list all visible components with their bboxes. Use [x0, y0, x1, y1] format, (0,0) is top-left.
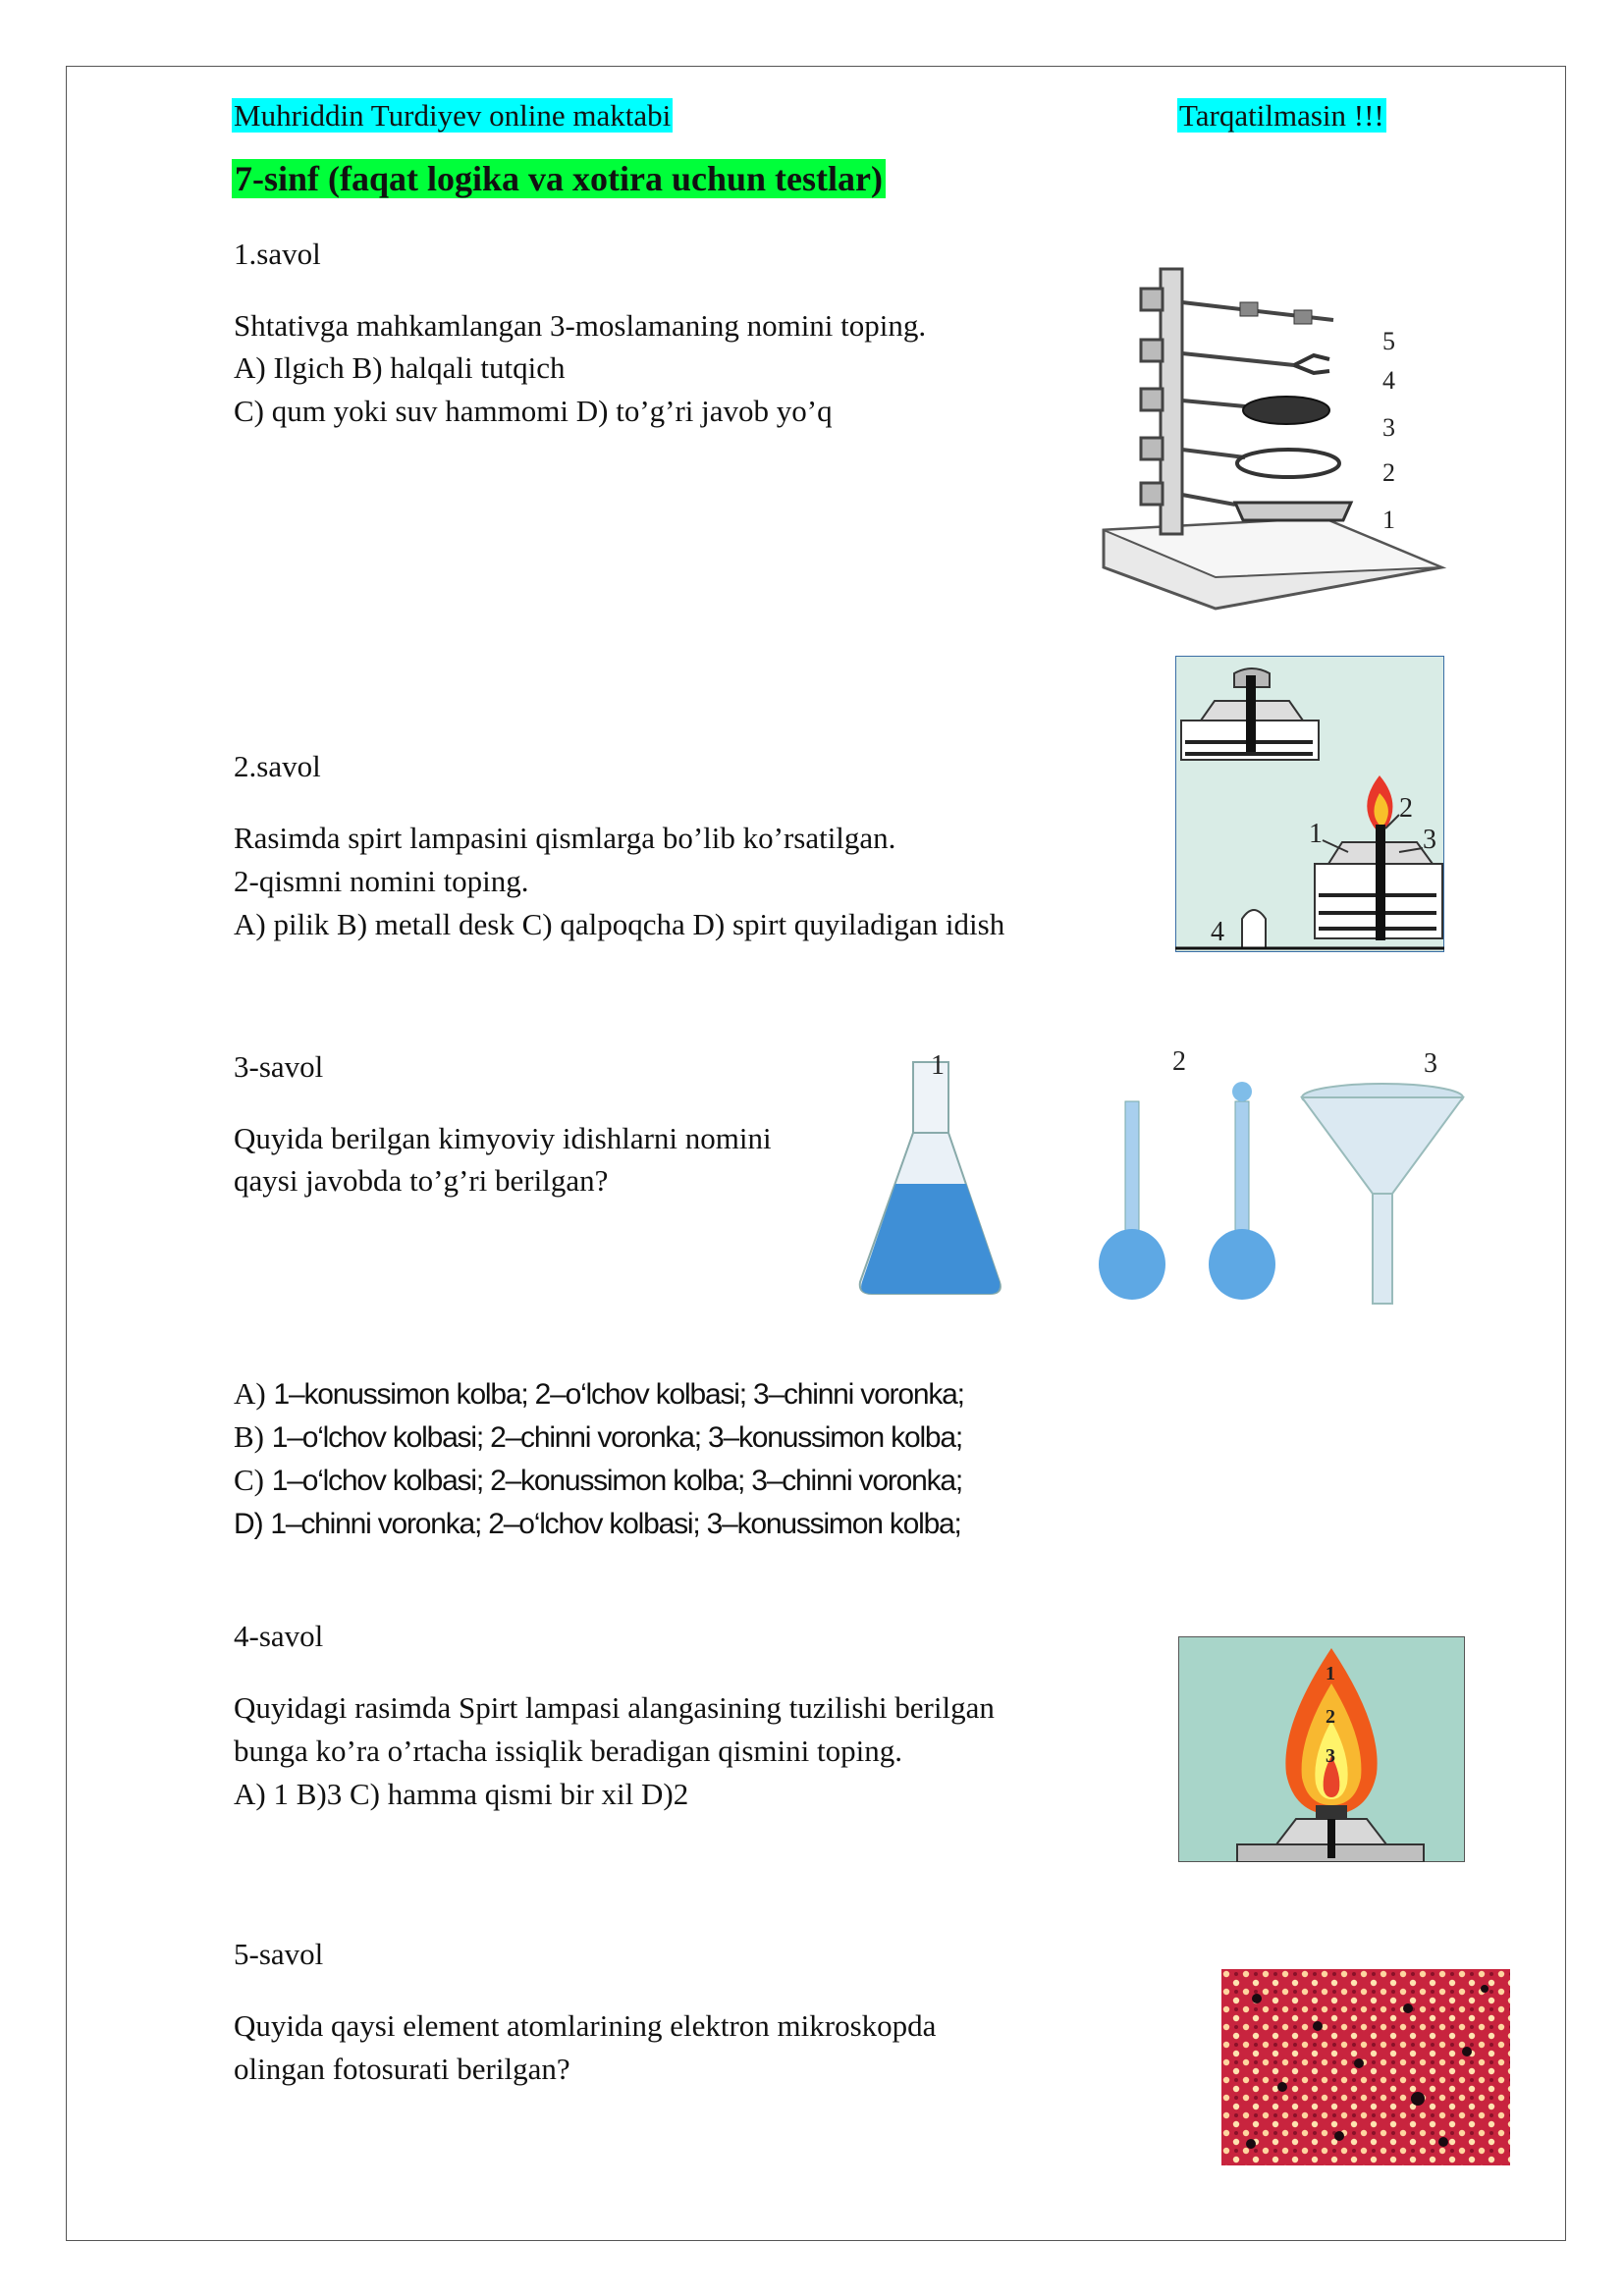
- spirit-lamp-figure: [1175, 656, 1444, 952]
- question-4-number: 4-savol: [234, 1619, 324, 1653]
- flame-label-2: 2: [1326, 1706, 1335, 1728]
- volumetric-flask-icon: [1099, 1082, 1275, 1300]
- page-title: 7-sinf (faqat logika va xotira uchun testlar): [232, 154, 886, 203]
- conical-flask-icon: [860, 1062, 1001, 1294]
- flame-structure-figure: [1178, 1636, 1465, 1862]
- question-2-number: 2.savol: [234, 749, 321, 783]
- question-1-options-cd: C) qum yoki suv hammomi D) to’g’ri javob yo’q: [234, 394, 833, 428]
- question-4-text-line2: bunga ko’ra o’rtacha issiqlik beradigan qismini toping.: [234, 1734, 902, 1768]
- question-2-options: A) pilik B) metall desk C) qalpoqcha D) spirt quyiladigan idish: [234, 907, 1005, 941]
- question-1-options-ab: A) Ilgich B) halqali tutqich: [234, 350, 566, 385]
- warning-label: Tarqatilmasin !!!: [1179, 98, 1384, 133]
- funnel-icon: [1302, 1084, 1463, 1304]
- question-3-option-b: B) 1–o‘lchov kolbasi; 2–chinni voronka; 3–konussimon kolba;: [234, 1419, 963, 1454]
- question-3-text-line2: qaysi javobda to’g’ri berilgan?: [234, 1163, 609, 1198]
- stand-label-5: 5: [1382, 327, 1395, 355]
- stand-label-2: 2: [1382, 458, 1395, 487]
- glassware-label-2: 2: [1172, 1046, 1186, 1077]
- lamp-label-1: 1: [1309, 819, 1323, 849]
- stand-label-1: 1: [1382, 506, 1395, 534]
- question-2-text: Rasimda spirt lampasini qismlarga bo’lib ko’rsatilgan.: [234, 821, 896, 855]
- question-3-number: 3-savol: [234, 1049, 324, 1084]
- atom-micrograph-image: [1221, 1969, 1510, 2165]
- flame-label-1: 1: [1326, 1663, 1335, 1684]
- lamp-label-4: 4: [1211, 917, 1224, 947]
- school-name: Muhriddin Turdiyev online maktabi: [234, 98, 672, 133]
- question-5-number: 5-savol: [234, 1937, 324, 1971]
- question-3-option-a: A) 1–konussimon kolba; 2–o‘lchov kolbasi; 3–chinni voronka;: [234, 1376, 964, 1411]
- question-1-text: Shtativga mahkamlangan 3-moslamaning nomini toping.: [234, 308, 927, 343]
- glassware-label-3: 3: [1424, 1048, 1437, 1079]
- lamp-label-2: 2: [1399, 793, 1413, 824]
- glassware-figure: [852, 1046, 1471, 1311]
- stand-label-4: 4: [1382, 366, 1395, 395]
- question-4-text-line1: Quyidagi rasimda Spirt lampasi alangasining tuzilishi berilgan: [234, 1690, 995, 1725]
- question-4-options: A) 1 B)3 C) hamma qismi bir xil D)2: [234, 1777, 689, 1811]
- question-2-subtext: 2-qismni nomini toping.: [234, 864, 529, 898]
- lab-stand-figure: [1098, 263, 1447, 618]
- question-3-text-line1: Quyida berilgan kimyoviy idishlarni nomini: [234, 1121, 772, 1155]
- lamp-label-3: 3: [1423, 825, 1436, 855]
- question-5-text-line1: Quyida qaysi element atomlarining elektron mikroskopda: [234, 2008, 937, 2043]
- question-3-option-d: D) 1–chinni voronka; 2–o‘lchov kolbasi; 3–konussimon kolba;: [234, 1508, 961, 1540]
- flame-label-3: 3: [1326, 1745, 1335, 1767]
- question-5-text-line2: olingan fotosurati berilgan?: [234, 2052, 570, 2086]
- question-1-number: 1.savol: [234, 237, 321, 271]
- stand-label-3: 3: [1382, 413, 1395, 442]
- glassware-label-1: 1: [931, 1050, 945, 1081]
- question-3-option-c: C) 1–o‘lchov kolbasi; 2–konussimon kolba; 3–chinni voronka;: [234, 1463, 963, 1497]
